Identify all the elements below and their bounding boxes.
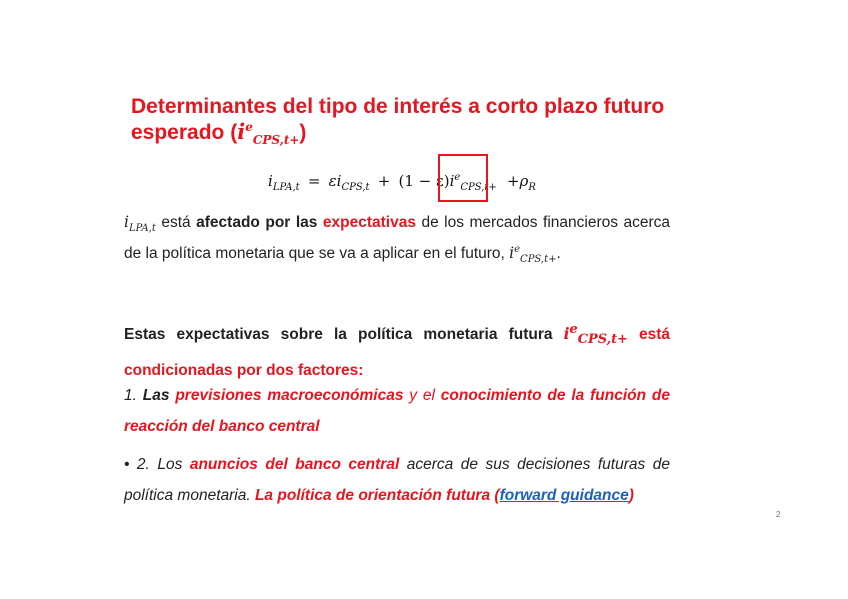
eq-plus2: + <box>506 172 520 190</box>
item2-bullet: • 2. Los <box>124 456 190 473</box>
eq-epsilon: ε <box>328 172 337 190</box>
list-item-1 <box>124 380 670 442</box>
item2-red1: anuncios del banco central <box>189 456 400 473</box>
block2-red-tail: está condicionadas por dos factores: <box>124 326 670 380</box>
item1-bold: Las <box>142 387 170 404</box>
title-symbol: $i^e_{CPS,t+}$ <box>237 119 300 148</box>
block2-lead: Estas expectativas sobre la política monetaria futura <box>124 326 564 344</box>
eq-term2: $i^e_{CPS,t+}$ <box>449 172 497 193</box>
item2-red2: La política de orientación futura ( <box>254 487 500 504</box>
interest-rate-equation <box>268 168 536 194</box>
item1-number: 1. <box>124 387 143 404</box>
title-line2-suffix: ) <box>299 121 307 144</box>
title-line2-prefix: esperado ( <box>131 121 238 144</box>
eq-equals: = <box>307 172 321 190</box>
para1-symbol: $i_{LPA,t}$ <box>124 213 156 235</box>
para1-red: expectativas <box>322 214 416 231</box>
para1-text3: . <box>556 245 561 262</box>
page-number: 2 <box>776 510 781 519</box>
slide-title <box>131 94 691 148</box>
paragraph-factors-intro <box>124 314 670 386</box>
item1-red1: previsiones macroeconómicas <box>169 387 404 404</box>
highlight-box <box>438 154 488 202</box>
item2-red3: ) <box>628 487 634 504</box>
item1-red2: conocimiento de la función de reacción del banco central <box>124 387 670 435</box>
list-item-2 <box>124 449 670 511</box>
para1-text2: de los mercados financieros acerca de la política monetaria que se va a aplicar en el futuro, <box>124 214 671 262</box>
para1-symbol2: $i^e_{CPS,t+}$ <box>509 243 557 266</box>
eq-lhs: $i_{LPA,t}$ <box>268 172 300 193</box>
eq-rho: $\rho_R$ <box>519 172 536 193</box>
eq-coef: (1 − ε) <box>398 172 450 190</box>
eq-plus1: + <box>377 172 391 190</box>
forward-guidance-link[interactable]: forward guidance <box>499 487 629 504</box>
para1-text1: está <box>155 214 197 231</box>
paragraph-expectations <box>124 207 670 269</box>
block2-symbol: $i^e_{CPS,t+}$ <box>563 322 628 348</box>
eq-term1: $i_{CPS,t}$ <box>336 172 370 193</box>
item1-red-light: y el <box>403 387 441 404</box>
para1-bold: afectado por las <box>196 214 318 231</box>
item2-text: acerca de sus decisiones futuras de política monetaria. <box>124 456 670 504</box>
title-line1: Determinantes del tipo de interés a corto plazo futuro <box>131 95 665 118</box>
